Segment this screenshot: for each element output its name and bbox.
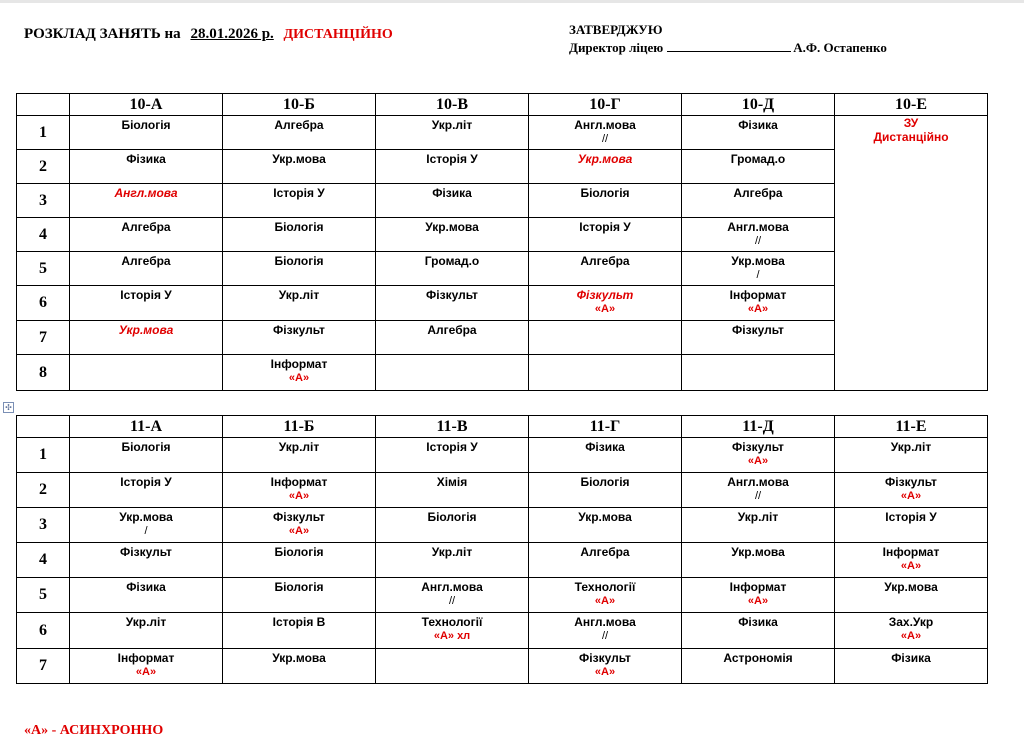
subject-name: Англ.мова bbox=[114, 186, 178, 200]
alternation-mark: / bbox=[756, 269, 760, 281]
async-mark: «А» хл bbox=[433, 630, 471, 642]
lesson-cell bbox=[682, 218, 835, 252]
subject-name: Біологія bbox=[274, 254, 324, 268]
subject-name: Хімія bbox=[436, 475, 468, 489]
lesson-cell bbox=[835, 508, 988, 543]
subject-name: Біологія bbox=[274, 220, 324, 234]
subject-name: Інформат bbox=[729, 580, 787, 594]
subject-name: Історія У bbox=[120, 475, 172, 489]
subject-name: Алгебра bbox=[121, 254, 171, 268]
subject-name: Англ.мова bbox=[574, 118, 636, 132]
async-mark: «А» bbox=[594, 595, 616, 607]
lesson-cell bbox=[376, 543, 529, 578]
alternation-mark: // bbox=[754, 490, 762, 502]
async-mark: «А» bbox=[288, 525, 310, 537]
lesson-cell bbox=[376, 355, 529, 391]
async-mark: «А» bbox=[747, 455, 769, 467]
async-mark: «А» bbox=[900, 630, 922, 642]
lesson-cell bbox=[223, 252, 376, 286]
lesson-cell bbox=[70, 578, 223, 613]
table-row bbox=[17, 116, 988, 150]
subject-name: Фізкульт bbox=[885, 475, 937, 489]
subject-name: Історія У bbox=[120, 288, 172, 302]
subject-name: Фізкульт bbox=[576, 288, 634, 302]
lesson-cell bbox=[682, 321, 835, 355]
lesson-number: 3 bbox=[17, 508, 70, 543]
class-header: 11-Г bbox=[529, 416, 682, 438]
lesson-cell bbox=[529, 150, 682, 184]
subject-name: Укр.літ bbox=[278, 288, 320, 302]
lesson-number: 5 bbox=[17, 578, 70, 613]
subject-name: Укр.мова bbox=[272, 651, 326, 665]
subject-name: Фізика bbox=[585, 440, 625, 454]
lesson-cell bbox=[376, 150, 529, 184]
lesson-cell bbox=[835, 473, 988, 508]
table-move-handle-icon[interactable]: ✣ bbox=[3, 402, 14, 413]
async-mark: «А» bbox=[594, 666, 616, 678]
alternation-mark: // bbox=[448, 595, 456, 607]
class-header: 10-Г bbox=[529, 94, 682, 116]
subject-name: Фізика bbox=[432, 186, 472, 200]
lesson-cell bbox=[529, 438, 682, 473]
lesson-number: 2 bbox=[17, 473, 70, 508]
schedule-title bbox=[24, 26, 393, 43]
table-header-row bbox=[17, 416, 988, 438]
director-line bbox=[569, 39, 887, 57]
lesson-cell bbox=[529, 252, 682, 286]
lesson-cell bbox=[835, 578, 988, 613]
corner-cell bbox=[17, 416, 70, 438]
page-top-border bbox=[0, 0, 1024, 3]
signature-line bbox=[667, 40, 791, 52]
subject-name: Фізкульт bbox=[579, 651, 631, 665]
table-header-row bbox=[17, 94, 988, 116]
lesson-number: 6 bbox=[17, 286, 70, 321]
lesson-cell bbox=[70, 321, 223, 355]
alternation-mark: // bbox=[601, 630, 609, 642]
class-header: 11-А bbox=[70, 416, 223, 438]
class-header: 10-А bbox=[70, 94, 223, 116]
subject-name: Алгебра bbox=[733, 186, 783, 200]
lesson-cell bbox=[682, 508, 835, 543]
lesson-cell bbox=[529, 355, 682, 391]
lesson-cell bbox=[682, 150, 835, 184]
subject-name: Біологія bbox=[121, 440, 171, 454]
director-label: Директор ліцею bbox=[569, 40, 664, 55]
lesson-cell bbox=[529, 321, 682, 355]
class-header: 11-Б bbox=[223, 416, 376, 438]
class-header: 10-Е bbox=[835, 94, 988, 116]
lesson-cell bbox=[376, 252, 529, 286]
subject-name: Інформат bbox=[729, 288, 787, 302]
lesson-number: 1 bbox=[17, 116, 70, 150]
lesson-cell bbox=[223, 543, 376, 578]
lesson-cell bbox=[529, 218, 682, 252]
subject-name: Укр.мова bbox=[577, 152, 633, 166]
alternation-mark: / bbox=[144, 525, 148, 537]
subject-name: Інформат bbox=[270, 475, 328, 489]
subject-name: Англ.мова bbox=[421, 580, 483, 594]
subject-name: Фізкульт bbox=[273, 510, 325, 524]
lesson-cell bbox=[223, 150, 376, 184]
async-mark: «А» bbox=[135, 666, 157, 678]
subject-name: Інформат bbox=[270, 357, 328, 371]
lesson-number: 5 bbox=[17, 252, 70, 286]
subject-name: Зах.Укр bbox=[888, 615, 934, 629]
lesson-cell bbox=[529, 578, 682, 613]
async-mark: «А» bbox=[747, 595, 769, 607]
subject-name: Укр.мова bbox=[118, 323, 174, 337]
lesson-cell bbox=[376, 508, 529, 543]
subject-name: Історія У bbox=[885, 510, 937, 524]
merged-line-2: Дистанційно bbox=[873, 130, 949, 144]
subject-name: Фізика bbox=[891, 651, 931, 665]
class-header: 11-В bbox=[376, 416, 529, 438]
lesson-cell bbox=[376, 438, 529, 473]
lesson-cell bbox=[682, 649, 835, 684]
lesson-number: 2 bbox=[17, 150, 70, 184]
lesson-cell bbox=[682, 184, 835, 218]
lesson-cell bbox=[529, 184, 682, 218]
subject-name: Біологія bbox=[121, 118, 171, 132]
lesson-cell bbox=[223, 218, 376, 252]
subject-name: Астрономія bbox=[723, 651, 793, 665]
lesson-cell bbox=[682, 286, 835, 321]
lesson-number: 4 bbox=[17, 218, 70, 252]
subject-name: Алгебра bbox=[274, 118, 324, 132]
subject-name: Біологія bbox=[274, 580, 324, 594]
lesson-cell bbox=[223, 578, 376, 613]
lesson-cell bbox=[223, 613, 376, 649]
lesson-cell bbox=[529, 508, 682, 543]
lesson-cell bbox=[376, 473, 529, 508]
lesson-cell bbox=[682, 355, 835, 391]
subject-name: Укр.літ bbox=[431, 118, 473, 132]
subject-name: Укр.літ bbox=[278, 440, 320, 454]
class-header: 11-Е bbox=[835, 416, 988, 438]
subject-name: Алгебра bbox=[580, 254, 630, 268]
lesson-cell bbox=[70, 184, 223, 218]
lesson-cell bbox=[70, 508, 223, 543]
subject-name: Біологія bbox=[580, 186, 630, 200]
lesson-cell bbox=[376, 321, 529, 355]
subject-name: Укр.літ bbox=[431, 545, 473, 559]
lesson-cell bbox=[376, 613, 529, 649]
subject-name: Алгебра bbox=[580, 545, 630, 559]
lesson-cell bbox=[223, 508, 376, 543]
subject-name: Історія У bbox=[579, 220, 631, 234]
subject-name: Історія У bbox=[426, 440, 478, 454]
title-prefix: РОЗКЛАД ЗАНЯТЬ на bbox=[24, 26, 181, 42]
lesson-cell bbox=[223, 473, 376, 508]
subject-name: Укр.літ bbox=[737, 510, 779, 524]
subject-name: Укр.мова bbox=[731, 545, 785, 559]
lesson-cell bbox=[682, 543, 835, 578]
subject-name: Англ.мова bbox=[727, 220, 789, 234]
subject-name: Фізкульт bbox=[273, 323, 325, 337]
subject-name: Біологія bbox=[427, 510, 477, 524]
subject-name: Англ.мова bbox=[727, 475, 789, 489]
subject-name: Технології bbox=[574, 580, 636, 594]
subject-name: Укр.мова bbox=[272, 152, 326, 166]
lesson-cell bbox=[376, 116, 529, 150]
subject-name: Укр.літ bbox=[890, 440, 932, 454]
lesson-cell bbox=[70, 438, 223, 473]
lesson-cell bbox=[376, 286, 529, 321]
lesson-cell bbox=[223, 649, 376, 684]
lesson-cell bbox=[376, 578, 529, 613]
lesson-cell bbox=[682, 613, 835, 649]
director-name: А.Ф. Остапенко bbox=[793, 40, 887, 55]
table-row bbox=[17, 613, 988, 649]
lesson-cell bbox=[529, 473, 682, 508]
class-header: 10-Б bbox=[223, 94, 376, 116]
subject-name: Фізкульт bbox=[732, 323, 784, 337]
subject-name: Інформат bbox=[882, 545, 940, 559]
lesson-cell bbox=[835, 543, 988, 578]
subject-name: Англ.мова bbox=[574, 615, 636, 629]
subject-name: Укр.літ bbox=[125, 615, 167, 629]
subject-name: Фізкульт bbox=[120, 545, 172, 559]
async-mark: «А» bbox=[288, 490, 310, 502]
lesson-cell bbox=[835, 613, 988, 649]
lesson-cell bbox=[70, 150, 223, 184]
class-header: 11-Д bbox=[682, 416, 835, 438]
lesson-cell bbox=[70, 286, 223, 321]
table-row bbox=[17, 649, 988, 684]
subject-name: Історія В bbox=[272, 615, 326, 629]
lesson-number: 6 bbox=[17, 613, 70, 649]
table-row bbox=[17, 473, 988, 508]
lesson-number: 8 bbox=[17, 355, 70, 391]
schedule-table-11 bbox=[16, 415, 988, 684]
async-mark: «А» bbox=[747, 303, 769, 315]
subject-name: Історія У bbox=[426, 152, 478, 166]
subject-name: Укр.мова bbox=[578, 510, 632, 524]
lesson-cell bbox=[682, 438, 835, 473]
lesson-cell bbox=[223, 321, 376, 355]
subject-name: Укр.мова bbox=[425, 220, 479, 234]
lesson-cell bbox=[70, 355, 223, 391]
async-mark: «А» bbox=[900, 560, 922, 572]
subject-name: Громад.о bbox=[730, 152, 786, 166]
subject-name: Біологія bbox=[580, 475, 630, 489]
subject-name: Фізкульт bbox=[426, 288, 478, 302]
subject-name: Інформат bbox=[117, 651, 175, 665]
corner-cell bbox=[17, 94, 70, 116]
lesson-cell bbox=[70, 116, 223, 150]
lesson-cell bbox=[529, 116, 682, 150]
lesson-cell bbox=[682, 116, 835, 150]
schedule-table-10 bbox=[16, 93, 988, 391]
lesson-cell bbox=[70, 473, 223, 508]
subject-name: Громад.о bbox=[424, 254, 480, 268]
schedule-date: 28.01.2026 р. bbox=[190, 26, 274, 42]
lesson-cell bbox=[529, 543, 682, 578]
lesson-cell bbox=[223, 116, 376, 150]
subject-name: Фізика bbox=[126, 152, 166, 166]
lesson-number: 1 bbox=[17, 438, 70, 473]
approve-title: ЗАТВЕРДЖУЮ bbox=[569, 22, 663, 37]
lesson-number: 4 bbox=[17, 543, 70, 578]
lesson-cell bbox=[223, 184, 376, 218]
class-header: 10-В bbox=[376, 94, 529, 116]
async-mark: «А» bbox=[594, 303, 616, 315]
remote-learning-merged-cell bbox=[835, 116, 988, 391]
approval-block bbox=[569, 21, 887, 57]
lesson-cell bbox=[529, 613, 682, 649]
subject-name: Фізика bbox=[738, 118, 778, 132]
merged-line-1: ЗУ bbox=[903, 116, 919, 130]
subject-name: Алгебра bbox=[427, 323, 477, 337]
lesson-cell bbox=[376, 218, 529, 252]
lesson-cell bbox=[223, 438, 376, 473]
lesson-cell bbox=[70, 543, 223, 578]
class-header: 10-Д bbox=[682, 94, 835, 116]
subject-name: Фізкульт bbox=[732, 440, 784, 454]
subject-name: Укр.мова bbox=[119, 510, 173, 524]
alternation-mark: // bbox=[754, 235, 762, 247]
lesson-cell bbox=[70, 613, 223, 649]
lesson-cell bbox=[529, 649, 682, 684]
lesson-cell bbox=[223, 286, 376, 321]
lesson-cell bbox=[70, 649, 223, 684]
table-row bbox=[17, 578, 988, 613]
lesson-cell bbox=[70, 218, 223, 252]
lesson-cell bbox=[682, 473, 835, 508]
async-mark: «А» bbox=[900, 490, 922, 502]
subject-name: Історія У bbox=[273, 186, 325, 200]
lesson-number: 7 bbox=[17, 321, 70, 355]
footnote-legend: «А» - АСИНХРОННО bbox=[24, 723, 164, 738]
subject-name: Алгебра bbox=[121, 220, 171, 234]
lesson-cell bbox=[835, 438, 988, 473]
lesson-number: 3 bbox=[17, 184, 70, 218]
lesson-cell bbox=[70, 252, 223, 286]
lesson-cell bbox=[835, 649, 988, 684]
lesson-cell bbox=[376, 649, 529, 684]
lesson-cell bbox=[529, 286, 682, 321]
mode-label: ДИСТАНЦІЙНО bbox=[283, 27, 393, 42]
lesson-cell bbox=[682, 578, 835, 613]
table-row bbox=[17, 543, 988, 578]
lesson-number: 7 bbox=[17, 649, 70, 684]
alternation-mark: // bbox=[601, 133, 609, 145]
subject-name: Укр.мова bbox=[884, 580, 938, 594]
lesson-cell bbox=[682, 252, 835, 286]
subject-name: Фізика bbox=[126, 580, 166, 594]
lesson-cell bbox=[223, 355, 376, 391]
subject-name: Укр.мова bbox=[731, 254, 785, 268]
subject-name: Фізика bbox=[738, 615, 778, 629]
subject-name: Біологія bbox=[274, 545, 324, 559]
subject-name: Технології bbox=[421, 615, 483, 629]
table-row bbox=[17, 508, 988, 543]
table-row bbox=[17, 438, 988, 473]
lesson-cell bbox=[376, 184, 529, 218]
async-mark: «А» bbox=[288, 372, 310, 384]
